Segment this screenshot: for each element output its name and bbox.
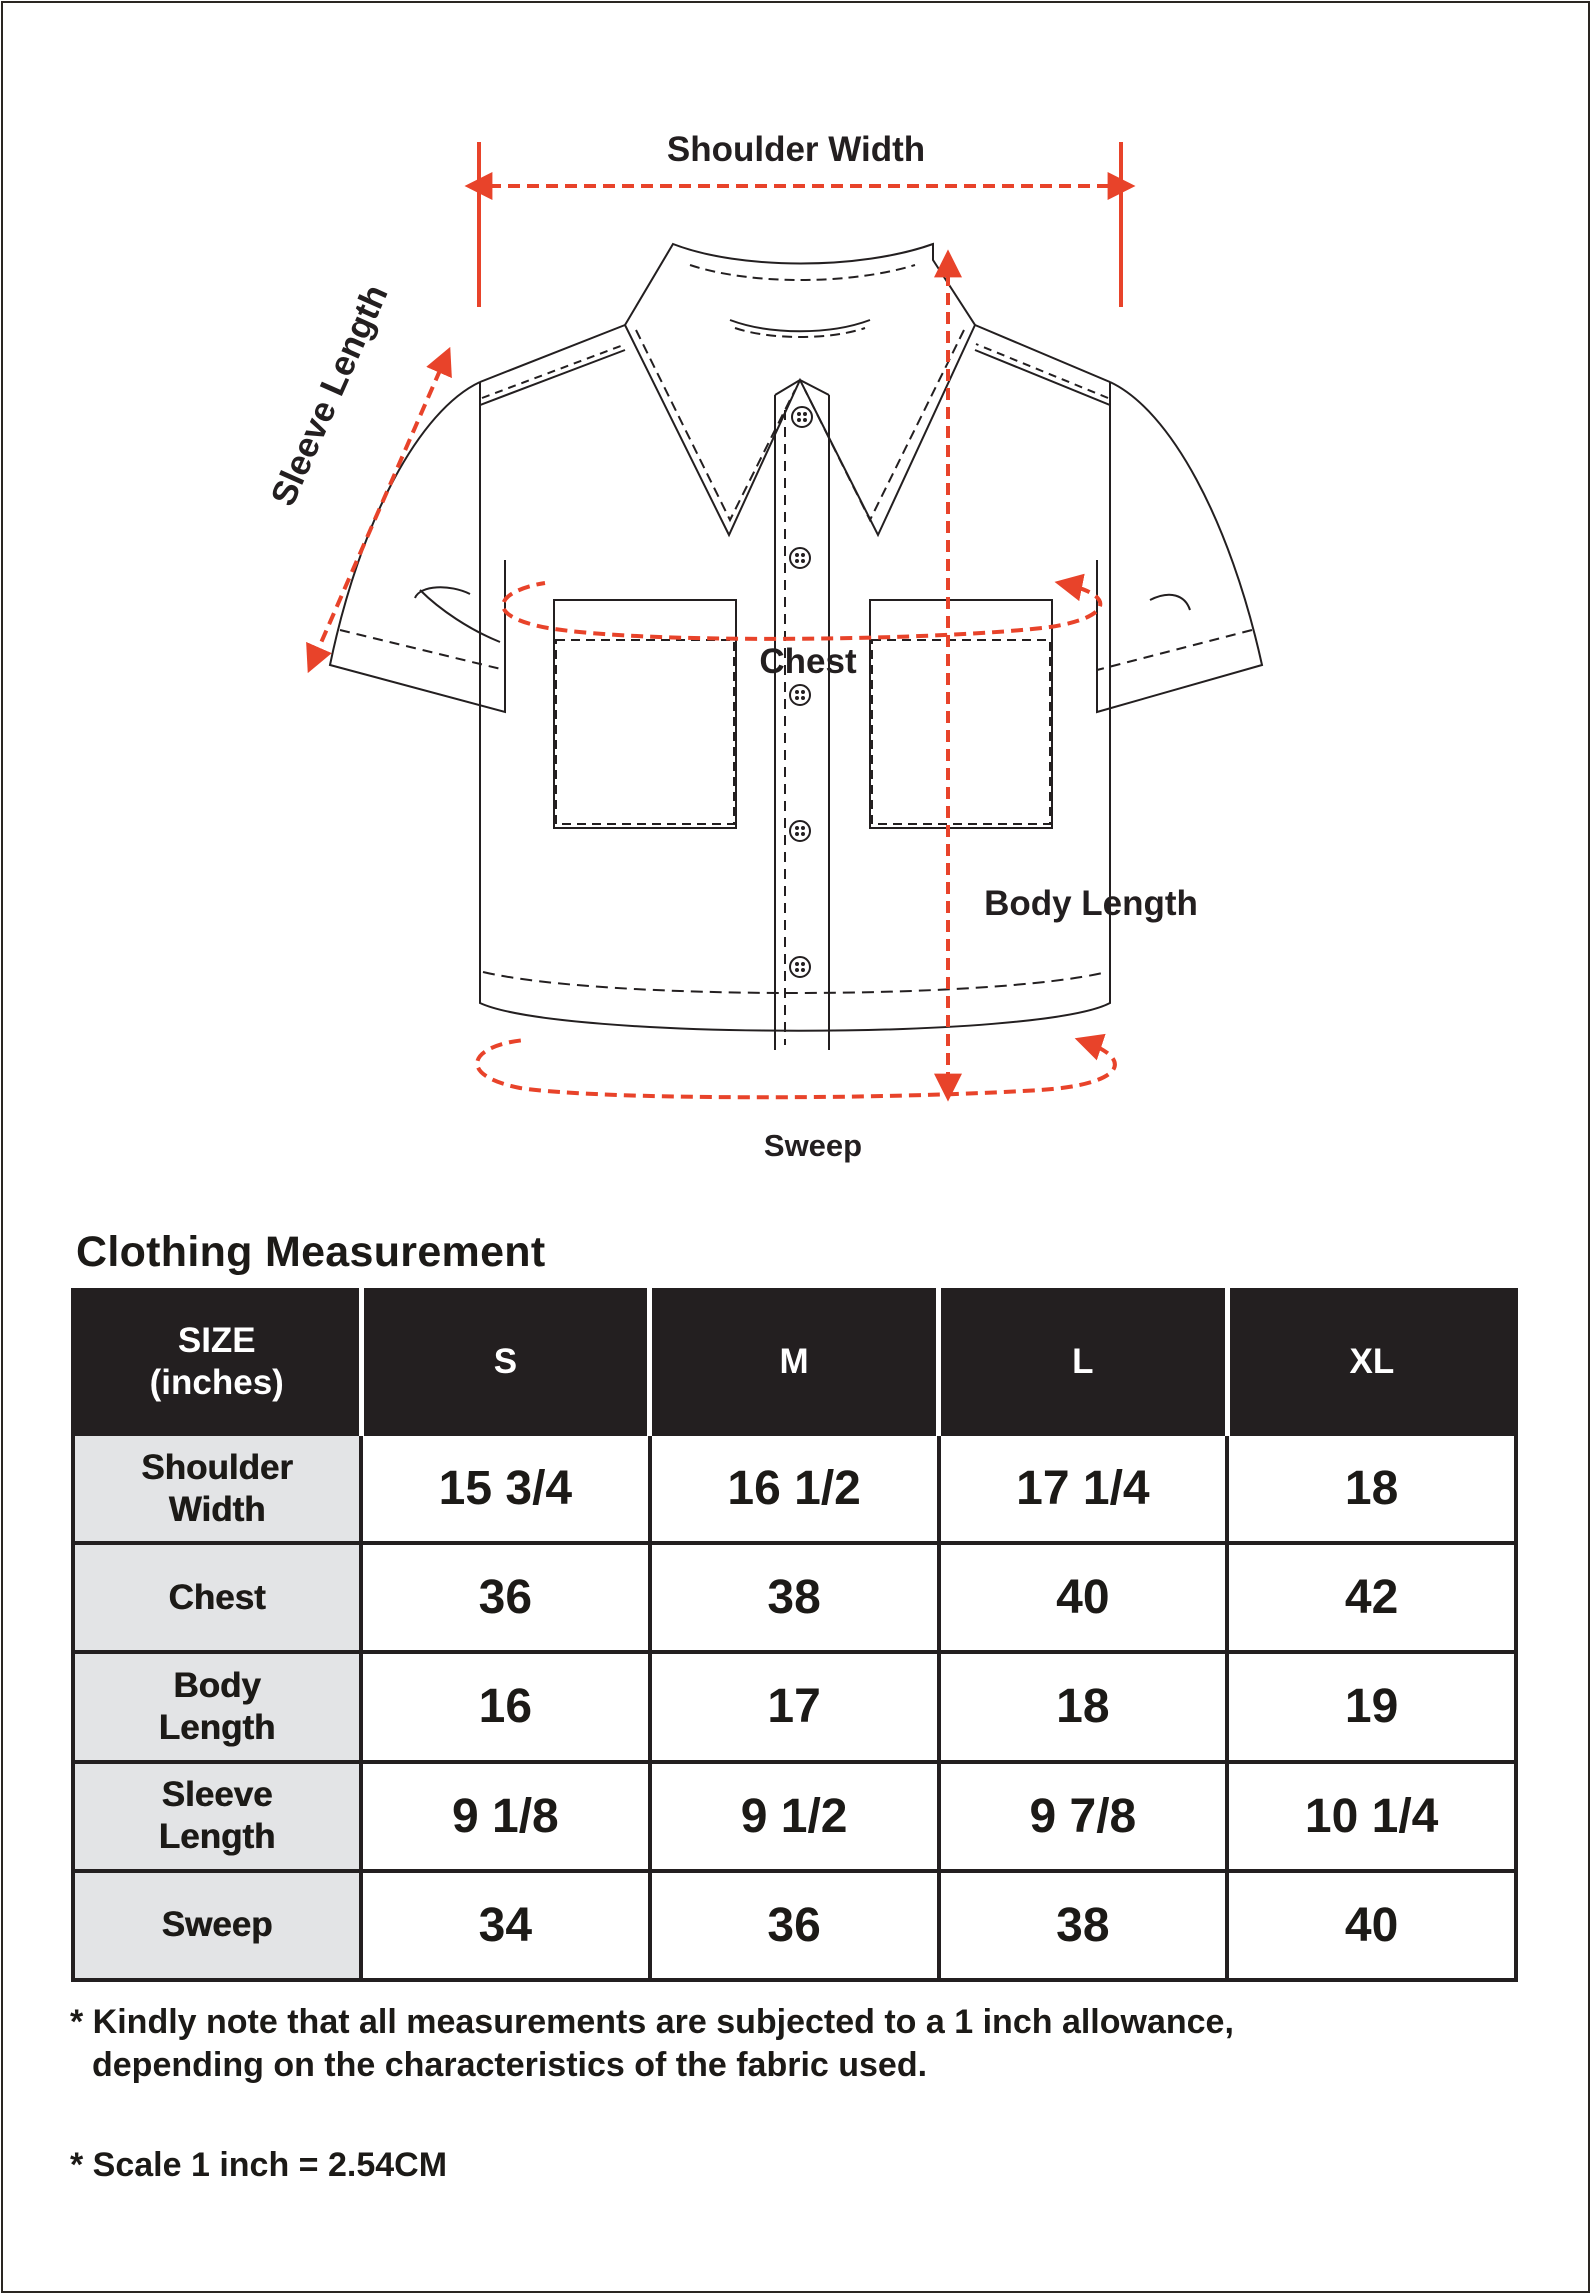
table-cell: 36 (650, 1871, 939, 1980)
row-label (73, 1543, 361, 1652)
sweep-label: Sweep (763, 1128, 863, 1163)
table-cell: 9 7/8 (939, 1762, 1228, 1871)
row-label-line2: Length (158, 1707, 276, 1747)
row-label (73, 1762, 361, 1871)
row-label (73, 1652, 361, 1761)
table-cell: 15 3/4 (361, 1434, 650, 1543)
table-cell: 16 (361, 1652, 650, 1761)
table-cell: 17 (650, 1652, 939, 1761)
table-row (73, 1871, 1516, 1980)
table-cell: 19 (1227, 1652, 1516, 1761)
shirt-body (480, 382, 1110, 1031)
collar (625, 244, 975, 535)
table-cell: 40 (939, 1543, 1228, 1652)
table-cell: 36 (361, 1543, 650, 1652)
table-cell: 38 (650, 1543, 939, 1652)
sweep-ellipse-arrow (477, 1040, 1115, 1097)
table-cell: 34 (361, 1871, 650, 1980)
allowance-note-line2: depending on the characteristics of the fabric used. (92, 2046, 928, 2084)
placket (775, 395, 829, 1050)
size-header-line2: (inches) (149, 1363, 284, 1402)
size-column-header: L (939, 1290, 1228, 1434)
chest-ellipse-arrow (503, 583, 1100, 639)
size-header (73, 1290, 361, 1434)
table-cell: 42 (1227, 1543, 1516, 1652)
row-label-line1: Sleeve (161, 1775, 273, 1815)
table-cell: 9 1/8 (361, 1762, 650, 1871)
table-cell: 16 1/2 (650, 1434, 939, 1543)
measurement-guides (310, 142, 1130, 1097)
allowance-note (70, 2001, 1234, 2087)
row-label-line1: Shoulder (141, 1447, 293, 1487)
button-icon (790, 821, 810, 841)
left-chest-pocket (554, 600, 736, 828)
table-row (73, 1652, 1516, 1761)
chest-label: Chest (759, 642, 857, 681)
table-cell: 40 (1227, 1871, 1516, 1980)
row-label (73, 1871, 361, 1980)
scale-note: * Scale 1 inch = 2.54CM (70, 2146, 448, 2184)
row-label (73, 1434, 361, 1543)
allowance-note-line1: * Kindly note that all measurements are subjected to a 1 inch allowance, (70, 2003, 1234, 2041)
button-icon (790, 548, 810, 568)
table-row (73, 1434, 1516, 1543)
table-cell: 18 (1227, 1434, 1516, 1543)
row-label-line1: Sweep (161, 1905, 273, 1945)
row-label-line1: Chest (168, 1577, 266, 1617)
table-cell: 17 1/4 (939, 1434, 1228, 1543)
table-row (73, 1543, 1516, 1652)
sleeve-length-label: Sleeve Length (263, 279, 396, 512)
row-label-line2: Length (158, 1817, 276, 1857)
size-column-header: S (361, 1290, 650, 1434)
table-cell: 10 1/4 (1227, 1762, 1516, 1871)
table-header-row (73, 1290, 1516, 1434)
table-cell: 38 (939, 1871, 1228, 1980)
size-column-header: M (650, 1290, 939, 1434)
table-title: Clothing Measurement (76, 1228, 546, 1276)
row-label-line2: Width (168, 1489, 266, 1529)
measurement-table (71, 1288, 1518, 1982)
table-cell: 18 (939, 1652, 1228, 1761)
table-cell: 9 1/2 (650, 1762, 939, 1871)
button-icon (790, 957, 810, 977)
table-row (73, 1762, 1516, 1871)
left-sleeve (330, 382, 505, 712)
button-icon (792, 407, 812, 427)
size-column-header: XL (1227, 1290, 1516, 1434)
body-length-label: Body Length (984, 884, 1198, 923)
row-label-line1: Body (173, 1665, 261, 1705)
shoulder-width-label: Shoulder Width (666, 130, 926, 169)
right-sleeve (1097, 382, 1262, 712)
button-icon (790, 685, 810, 705)
size-header-line1: SIZE (177, 1321, 256, 1360)
